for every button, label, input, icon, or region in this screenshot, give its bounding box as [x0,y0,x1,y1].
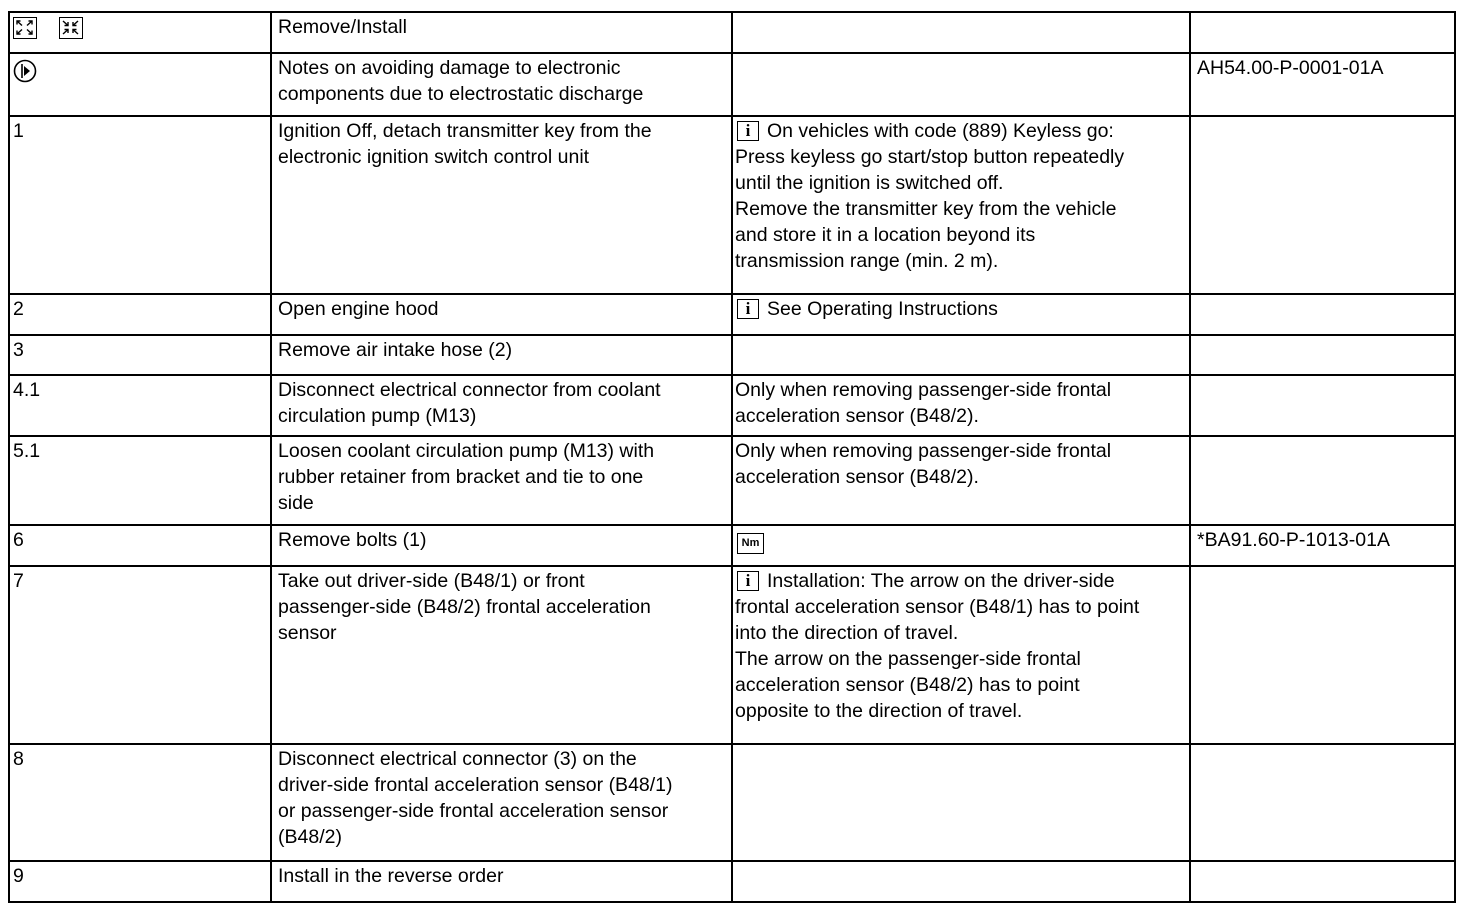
step-row [9,436,1455,525]
step-note-line: frontal acceleration sensor (B48/1) has to point [735,596,1140,618]
step-number: 5.1 [13,440,41,462]
step-note-line: Press keyless go start/stop button repeatedly [735,146,1125,168]
step-number-cell [9,566,271,744]
step-row [9,294,1455,335]
step-note-line: acceleration sensor (B48/2). [735,466,979,488]
step-note-line [735,296,1189,322]
step-number-cell [9,861,271,902]
step-reference-cell [1190,861,1455,902]
step-action-cell [271,525,732,566]
step-note-line: The arrow on the passenger-side frontal [735,648,1081,670]
step-row [9,744,1455,861]
step-number: 4.1 [13,379,41,401]
step-number: 9 [13,865,24,887]
collapse-all-icon[interactable] [59,17,83,39]
step-number-cell [9,525,271,566]
notes-text-line: Notes on avoiding damage to electronic [278,57,621,79]
expand-all-icon[interactable] [13,17,37,39]
notes-text-line: components due to electrostatic discharge [278,83,644,105]
notes-reference-cell [1190,53,1455,116]
step-note-cell [732,375,1190,436]
step-action-line: Remove bolts (1) [278,529,427,551]
step-action-line: or passenger-side frontal acceleration sensor [278,800,669,822]
step-note-line: Only when removing passenger-side frontal [735,379,1112,401]
step-action-cell [271,375,732,436]
step-number-cell [9,116,271,294]
step-reference-cell [1190,116,1455,294]
step-action-cell [271,744,732,861]
step-action-line: side [278,492,314,514]
step-number-cell [9,375,271,436]
step-note-cell [732,436,1190,525]
step-action-cell [271,116,732,294]
step-action-cell [271,436,732,525]
step-number-cell [9,436,271,525]
step-action-line: sensor [278,622,337,644]
step-note-line: Remove the transmitter key from the vehicle [735,198,1117,220]
step-reference-cell [1190,525,1455,566]
step-number: 2 [13,298,24,320]
header-icons-cell [9,12,271,53]
step-note-line [735,118,1189,144]
step-note-cell [732,744,1190,861]
step-reference-cell [1190,566,1455,744]
step-row [9,566,1455,744]
step-row [9,116,1455,294]
step-reference-cell [1190,294,1455,335]
step-action-cell [271,294,732,335]
step-number: 7 [13,570,24,592]
step-number-cell [9,744,271,861]
step-number-cell [9,294,271,335]
notes-reference-link[interactable]: AH54.00-P-0001-01A [1197,57,1384,79]
step-note-cell [732,116,1190,294]
step-action-line: circulation pump (M13) [278,405,477,427]
step-row [9,861,1455,902]
step-number: 8 [13,748,24,770]
header-title-cell [271,12,732,53]
step-action-line: Disconnect electrical connector from coolant [278,379,661,401]
step-reference-cell [1190,744,1455,861]
info-icon[interactable]: i [737,121,759,141]
step-action-line: Install in the reverse order [278,865,504,887]
step-note-line: and store it in a location beyond its [735,224,1036,246]
header-empty-cell [732,12,1190,53]
notes-empty-cell [732,53,1190,116]
step-action-cell [271,861,732,902]
header-row [9,12,1455,53]
step-note-line: acceleration sensor (B48/2) has to point [735,674,1080,696]
step-action-cell [271,566,732,744]
step-note-cell [732,861,1190,902]
step-action-line: rubber retainer from bracket and tie to one [278,466,644,488]
torque-nm-icon[interactable]: Nm [737,533,764,554]
step-number: 3 [13,339,24,361]
step-note-text: Installation: The arrow on the driver-side [767,570,1115,592]
step-action-line: Disconnect electrical connector (3) on the [278,748,637,770]
step-note-text: On vehicles with code (889) Keyless go: [767,120,1114,142]
step-action-cell [271,335,732,375]
procedure-table [8,11,1456,903]
step-number: 6 [13,529,24,551]
step-action-line: Open engine hood [278,298,439,320]
info-icon[interactable]: i [737,299,759,319]
step-note-text: See Operating Instructions [767,298,998,320]
step-action-line: electronic ignition switch control unit [278,146,590,168]
step-row [9,375,1455,436]
step-reference-cell [1190,436,1455,525]
step-reference-cell [1190,335,1455,375]
step-note-line: acceleration sensor (B48/2). [735,405,979,427]
step-row [9,335,1455,375]
step-note-line: Only when removing passenger-side frontal [735,440,1112,462]
step-number-cell [9,335,271,375]
step-note-cell [732,566,1190,744]
procedure-title: Remove/Install [278,16,407,38]
step-note-line: opposite to the direction of travel. [735,700,1023,722]
step-action-line: Take out driver-side (B48/1) or front [278,570,585,592]
step-note-cell [732,525,1190,566]
notes-row [9,53,1455,116]
step-reference-link[interactable]: *BA91.60-P-1013-01A [1197,529,1390,551]
step-note-cell [732,294,1190,335]
notes-text-cell [271,53,732,116]
header-empty-cell [1190,12,1455,53]
step-number: 1 [13,120,24,142]
step-action-line: (B48/2) [278,826,342,848]
step-note-line: transmission range (min. 2 m). [735,250,999,272]
info-icon[interactable]: i [737,571,759,591]
step-action-line: passenger-side (B48/2) frontal acceleration [278,596,651,618]
step-note-line [735,568,1189,594]
step-row [9,525,1455,566]
step-note-line: into the direction of travel. [735,622,959,644]
step-action-line: Ignition Off, detach transmitter key from the [278,120,652,142]
step-action-line: Loosen coolant circulation pump (M13) with [278,440,655,462]
step-action-line: driver-side frontal acceleration sensor (B48/1) [278,774,673,796]
step-action-line: Remove air intake hose (2) [278,339,513,361]
notes-icon-cell [9,53,271,116]
step-note-cell [732,335,1190,375]
step-note-line: until the ignition is switched off. [735,172,1004,194]
step-reference-cell [1190,375,1455,436]
esd-warning-icon [13,59,39,83]
